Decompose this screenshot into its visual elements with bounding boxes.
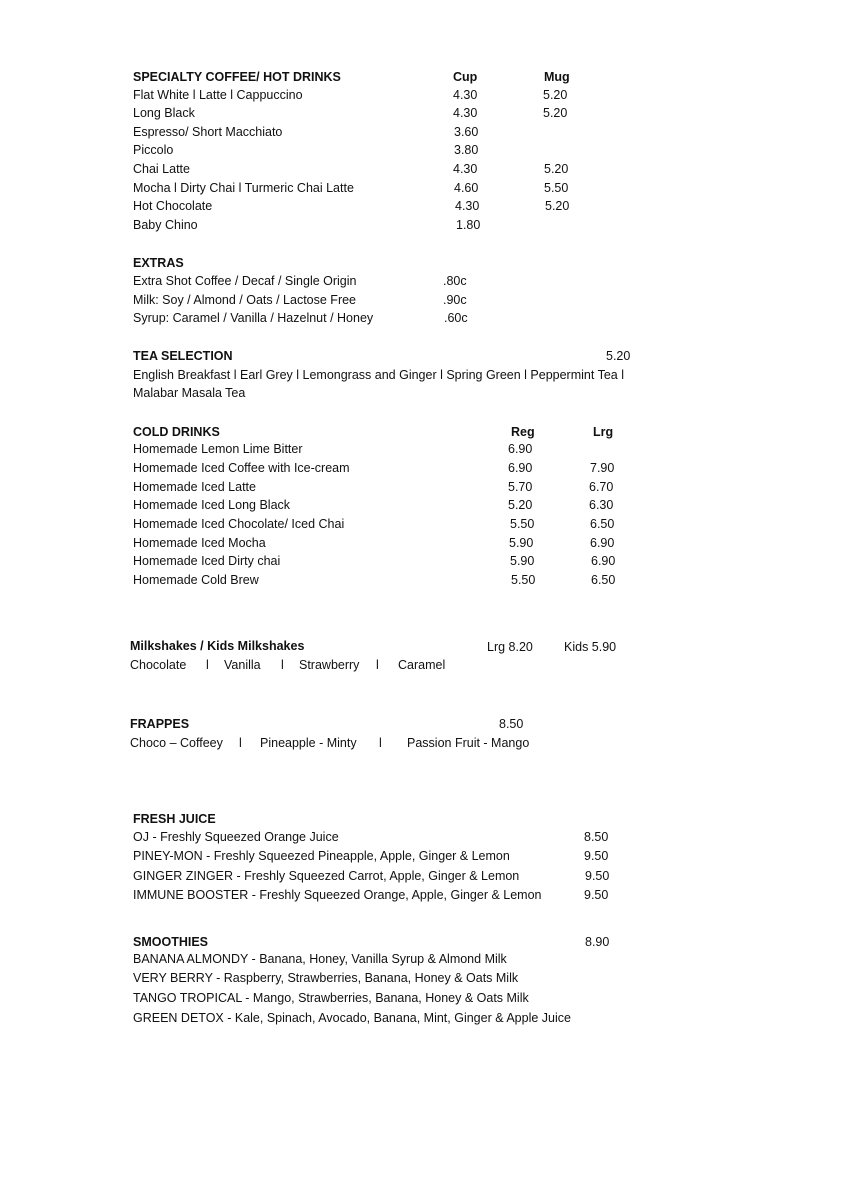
extras-item-price: .80c — [443, 274, 467, 288]
milkshake-flavour: Vanilla — [224, 658, 261, 672]
specialty-item-mug-price: 5.20 — [543, 106, 568, 120]
specialty-item-name: Espresso/ Short Macchiato — [133, 125, 283, 139]
milkshake-flavour: Strawberry — [299, 658, 360, 672]
specialty-item-name: Piccolo — [133, 143, 174, 157]
specialty-item-cup-price: 1.80 — [456, 218, 481, 232]
frappes-price: 8.50 — [499, 717, 524, 731]
smoothies-price: 8.90 — [585, 935, 610, 949]
smoothie-item: VERY BERRY - Raspberry, Strawberries, Banana, Honey & Oats Milk — [133, 971, 519, 985]
tea-list-line: Malabar Masala Tea — [133, 386, 246, 400]
specialty-item-mug-price: 5.20 — [545, 199, 570, 213]
cold-item-reg-price: 5.20 — [508, 498, 533, 512]
tea-title: TEA SELECTION — [133, 349, 233, 363]
cold-item-lrg-price: 6.90 — [591, 554, 616, 568]
frappe-flavour: Choco – Coffeey — [130, 736, 223, 750]
specialty-item-name: Baby Chino — [133, 218, 198, 232]
juice-item-price: 8.50 — [584, 830, 609, 844]
juice-item-name: IMMUNE BOOSTER - Freshly Squeezed Orange, Apple, Ginger & Lemon — [133, 888, 542, 902]
milkshakes-title: Milkshakes / Kids Milkshakes — [130, 639, 305, 653]
specialty-item-cup-price: 4.30 — [453, 106, 478, 120]
cold-item-reg-price: 6.90 — [508, 461, 533, 475]
cold-item-lrg-price: 6.50 — [591, 573, 616, 587]
flavour-separator: l — [281, 658, 284, 672]
juice-item-price: 9.50 — [585, 869, 610, 883]
extras-item-name: Extra Shot Coffee / Decaf / Single Origin — [133, 274, 357, 288]
flavour-separator: l — [379, 736, 382, 750]
cold-item-name: Homemade Iced Coffee with Ice-cream — [133, 461, 350, 475]
cold-item-reg-price: 5.50 — [511, 573, 536, 587]
flavour-separator: l — [239, 736, 242, 750]
specialty-item-cup-price: 4.30 — [453, 88, 478, 102]
specialty-item-cup-price: 4.30 — [455, 199, 480, 213]
milkshake-flavour: Chocolate — [130, 658, 187, 672]
frappe-flavour: Passion Fruit - Mango — [407, 736, 530, 750]
cold-item-name: Homemade Lemon Lime Bitter — [133, 442, 303, 456]
juice-title: FRESH JUICE — [133, 812, 216, 826]
specialty-item-cup-price: 3.80 — [454, 143, 479, 157]
cold-item-name: Homemade Cold Brew — [133, 573, 259, 587]
specialty-item-name: Flat White l Latte l Cappuccino — [133, 88, 303, 102]
specialty-item-name: Long Black — [133, 106, 195, 120]
juice-item-name: OJ - Freshly Squeezed Orange Juice — [133, 830, 339, 844]
specialty-item-name: Chai Latte — [133, 162, 190, 176]
specialty-col-mug: Mug — [544, 70, 570, 84]
tea-price: 5.20 — [606, 349, 631, 363]
tea-list-line: English Breakfast l Earl Grey l Lemongrass and Ginger l Spring Green l Peppermint Tea l — [133, 368, 624, 382]
smoothie-item: TANGO TROPICAL - Mango, Strawberries, Banana, Honey & Oats Milk — [133, 991, 529, 1005]
specialty-item-mug-price: 5.50 — [544, 181, 569, 195]
smoothie-item: BANANA ALMONDY - Banana, Honey, Vanilla Syrup & Almond Milk — [133, 952, 507, 966]
specialty-item-name: Mocha l Dirty Chai l Turmeric Chai Latte — [133, 181, 354, 195]
extras-item-name: Milk: Soy / Almond / Oats / Lactose Free — [133, 293, 357, 307]
milkshakes-price-kids: Kids 5.90 — [564, 640, 617, 654]
specialty-col-cup: Cup — [453, 70, 478, 84]
extras-item-price: .60c — [444, 311, 468, 325]
cold-item-lrg-price: 6.50 — [590, 517, 615, 531]
cold-item-reg-price: 6.90 — [508, 442, 533, 456]
cold-item-name: Homemade Iced Latte — [133, 480, 256, 494]
flavour-separator: l — [376, 658, 379, 672]
specialty-title: SPECIALTY COFFEE/ HOT DRINKS — [133, 70, 341, 84]
specialty-item-name: Hot Chocolate — [133, 199, 213, 213]
specialty-item-mug-price: 5.20 — [544, 162, 569, 176]
cold-item-reg-price: 5.50 — [510, 517, 535, 531]
frappe-flavour: Pineapple - Minty — [260, 736, 357, 750]
cold-col-reg: Reg — [511, 425, 535, 439]
smoothies-title: SMOOTHIES — [133, 935, 209, 949]
smoothie-item: GREEN DETOX - Kale, Spinach, Avocado, Banana, Mint, Ginger & Apple Juice — [133, 1011, 571, 1025]
cold-item-lrg-price: 6.70 — [589, 480, 614, 494]
extras-item-name: Syrup: Caramel / Vanilla / Hazelnut / Honey — [133, 311, 374, 325]
specialty-item-cup-price: 3.60 — [454, 125, 479, 139]
cold-item-name: Homemade Iced Chocolate/ Iced Chai — [133, 517, 345, 531]
cold-item-reg-price: 5.70 — [508, 480, 533, 494]
cold-title: COLD DRINKS — [133, 425, 220, 439]
cold-item-reg-price: 5.90 — [510, 554, 535, 568]
cold-item-name: Homemade Iced Mocha — [133, 536, 266, 550]
frappes-title: FRAPPES — [130, 717, 190, 731]
juice-item-name: PINEY-MON - Freshly Squeezed Pineapple, Apple, Ginger & Lemon — [133, 849, 510, 863]
cold-item-reg-price: 5.90 — [509, 536, 534, 550]
extras-title: EXTRAS — [133, 256, 184, 270]
specialty-item-cup-price: 4.60 — [454, 181, 479, 195]
milkshakes-price-large: Lrg 8.20 — [487, 640, 533, 654]
cold-item-lrg-price: 6.30 — [589, 498, 614, 512]
milkshake-flavour: Caramel — [398, 658, 446, 672]
specialty-item-cup-price: 4.30 — [453, 162, 478, 176]
cold-item-name: Homemade Iced Long Black — [133, 498, 291, 512]
cold-item-lrg-price: 7.90 — [590, 461, 615, 475]
juice-item-name: GINGER ZINGER - Freshly Squeezed Carrot, Apple, Ginger & Lemon — [133, 869, 520, 883]
juice-item-price: 9.50 — [584, 888, 609, 902]
extras-item-price: .90c — [443, 293, 467, 307]
cold-item-name: Homemade Iced Dirty chai — [133, 554, 281, 568]
specialty-item-mug-price: 5.20 — [543, 88, 568, 102]
flavour-separator: l — [206, 658, 209, 672]
juice-item-price: 9.50 — [584, 849, 609, 863]
cold-col-lrg: Lrg — [593, 425, 614, 439]
cold-item-lrg-price: 6.90 — [590, 536, 615, 550]
